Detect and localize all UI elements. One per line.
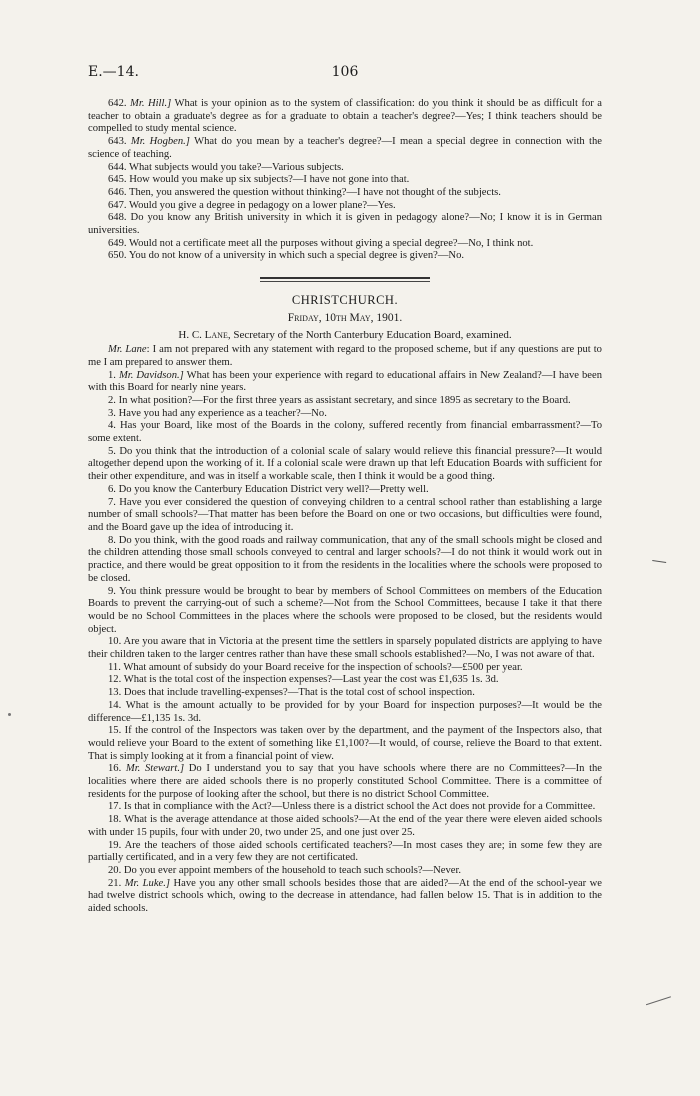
evidence-block-second: [88, 370, 602, 916]
section-divider: [88, 263, 602, 293]
question-paragraph: [88, 484, 602, 497]
question-text: Have you had any experience as a teacher?—No.: [118, 407, 327, 419]
question-text: Do you know any British university in which it is given in pedagogy alone?—No; I know it is in German universities.: [88, 212, 602, 237]
question-text: Do you ever appoint members of the household to teach such schools?—Never.: [123, 864, 462, 876]
document-reference: E.—14.: [88, 64, 139, 80]
question-number: 649.: [108, 237, 127, 249]
questioner-name: Mr. Davidson.]: [118, 369, 184, 381]
questioner-name: Mr. Hogben.]: [130, 136, 190, 148]
question-number: 10.: [108, 636, 122, 648]
question-paragraph: [88, 238, 602, 251]
question-paragraph: [88, 136, 602, 161]
question-text: You do not know of a university in which such a special degree is given?—No.: [128, 250, 465, 262]
margin-mark: [646, 996, 674, 1014]
question-number: 18.: [108, 814, 122, 826]
question-paragraph: [88, 497, 602, 535]
intro-speaker: Mr. Lane: [108, 344, 147, 356]
question-paragraph: [88, 212, 602, 237]
question-paragraph: [88, 250, 602, 263]
question-number: 644.: [108, 161, 127, 173]
question-paragraph: [88, 98, 602, 136]
question-text: If the control of the Inspectors was taken over by the department, and the payment of the Inspectors also, that would relieve your Board to the extent of something like £1,100?—It would, of course, relieve the Board to that extent. That is simply looking at it from a financial point of view.: [88, 725, 602, 762]
question-paragraph: [88, 586, 602, 637]
question-text: Are you aware that in Victoria at the present time the settlers in sparsely populated districts are applying to have their children taken to the larger centres rather than have these small schools established?—No, I was not aware of that.: [88, 636, 602, 661]
question-number: 650.: [108, 250, 127, 262]
question-paragraph: [88, 865, 602, 878]
question-number: 21.: [108, 877, 122, 889]
question-paragraph: [88, 187, 602, 200]
question-text: Then, you answered the question without thinking?—I have not thought of the subjects.: [129, 186, 501, 198]
question-paragraph: [88, 814, 602, 839]
section-date: Friday, 10th May, 1901.: [287, 312, 403, 325]
question-text: What do you mean by a teacher's degree?—I mean a special degree in connection with the science of teaching.: [88, 136, 602, 160]
question-paragraph: [88, 662, 602, 675]
question-number: 19.: [108, 839, 122, 851]
question-number: 1.: [108, 369, 116, 381]
question-paragraph: [88, 370, 602, 395]
question-number: 648.: [108, 212, 127, 224]
question-text: How would you make up six subjects?—I have not gone into that.: [129, 174, 410, 186]
question-text: Has your Board, like most of the Boards in the colony, suffered recently from financial embarrassment?—To some extent.: [88, 420, 602, 445]
witness-description: , Secretary of the North Canterbury Education Board, examined.: [227, 329, 512, 342]
margin-mark: [652, 560, 666, 566]
intro-paragraph: [88, 344, 602, 369]
intro-text: : I am not prepared with any statement with regard to the proposed scheme, but if any questions are put to me I am prepared to answer them.: [88, 344, 602, 368]
question-text: What is the amount actually to be provided for by your Board for inspection purposes?—It would be the difference—£1,135 1s. 3d.: [88, 699, 602, 724]
question-number: 5.: [108, 445, 116, 457]
question-number: 4.: [108, 420, 116, 432]
question-number: 13.: [108, 687, 122, 699]
question-number: 16.: [108, 763, 122, 775]
question-text: Do you think that the introduction of a colonial scale of salary would relieve this financial pressure?—It would altogether depend upon the working of it. If a colonial scale were drawn up that left Education Boards with sufficient for their other expenditure, and was in itself a workable scale, then I think it would be a good thing.: [88, 445, 602, 483]
question-text: Have you ever considered the question of conveying children to a central school rather than establishing a large number of small schools?—That matter has been before the Board on one or two occasions, but difficulties were found, and the Board gave up the idea of introducing it.: [88, 496, 602, 533]
question-paragraph: [88, 700, 602, 725]
question-paragraph: [88, 840, 602, 865]
question-text: Is that in compliance with the Act?—Unless there is a district school the Act does not provide for a Committee.: [123, 801, 596, 813]
page-header: [88, 64, 602, 84]
divider-rule-thin: [260, 281, 430, 282]
question-text: What has been your experience with regard to educational affairs in New Zealand?—I have been with this Board for nearly nine years.: [88, 369, 602, 394]
question-paragraph: [88, 408, 602, 421]
questioner-name: Mr. Luke.]: [124, 877, 170, 889]
question-text: Do I understand you to say that you have schools where there are no Committees?—In the localities where there are aided schools there is no properly constituted School Committee. There is a committee of residents for the purpose of looking after the school, but there is no district School Committee.: [88, 763, 603, 800]
witness-line: [88, 328, 602, 342]
question-paragraph: [88, 174, 602, 187]
question-paragraph: [88, 687, 602, 700]
question-text: You think pressure would be brought to bear by members of School Committees on members of the Education Boards to prevent the carrying-out of such a scheme?—Not from the School Committees, because I take it that there would be no School Committees in the places where the schools were proposed to be closed, but the residents would object.: [88, 585, 602, 635]
question-text: In what position?—For the first three years as assistant secretary, and since 1895 as secretary to the Board.: [118, 394, 571, 406]
question-paragraph: [88, 200, 602, 213]
question-paragraph: [88, 162, 602, 175]
question-text: What amount of subsidy do your Board receive for the inspection of schools?—£500 per year.: [123, 661, 523, 673]
question-number: 642.: [108, 98, 127, 109]
question-text: What is the total cost of the inspection expenses?—Last year the cost was £1,635 1s. 3d.: [123, 674, 499, 686]
question-text: Have you any other small schools besides those that are aided?—At the end of the school-year we had twelve district schools which, owing to the decrease in attendance, had fallen below 15. That is in addition to the aided schools.: [88, 877, 603, 915]
question-text: Would not a certificate meet all the purposes without giving a special degree?—No, I think not.: [129, 237, 534, 249]
question-number: 645.: [108, 174, 127, 186]
question-text: What is your opinion as to the system of classification: do you think it should be as difficult for a teacher to obtain a graduate's degree as for a graduate to obtain a teacher's degree?—Yes; I think teachers should be compelled to study mental science.: [88, 98, 602, 135]
question-number: 643.: [108, 136, 127, 148]
questioner-name: Mr. Stewart.]: [125, 763, 185, 775]
question-number: 15.: [108, 725, 122, 737]
question-number: 2.: [108, 394, 116, 406]
question-number: 8.: [108, 534, 116, 546]
question-paragraph: [88, 725, 602, 763]
question-number: 17.: [108, 801, 122, 813]
question-paragraph: [88, 420, 602, 445]
question-paragraph: [88, 636, 602, 661]
question-number: 3.: [108, 407, 116, 419]
question-text: Does that include travelling-expenses?—That is the total cost of school inspection.: [123, 687, 475, 699]
question-paragraph: [88, 763, 602, 801]
question-text: Are the teachers of those aided schools certificated teachers?—In most cases they are; in some few they are partially certificated, and in a very few they are not certificated.: [88, 839, 602, 864]
question-number: 6.: [108, 483, 116, 495]
question-number: 647.: [108, 199, 127, 211]
question-text: What subjects would you take?—Various subjects.: [129, 161, 344, 173]
evidence-block-first: [88, 98, 602, 263]
question-number: 9.: [108, 585, 116, 597]
question-paragraph: [88, 801, 602, 814]
section-title: CHRISTCHURCH.: [291, 293, 399, 308]
question-number: 14.: [108, 699, 122, 711]
question-paragraph: [88, 535, 602, 586]
witness-name: H. C. Lane: [178, 329, 228, 342]
question-number: 20.: [108, 864, 122, 876]
divider-rule-thick: [260, 277, 430, 279]
question-text: What is the average attendance at those aided schools?—At the end of the year there were eleven aided schools with under 15 pupils, four with under 20, two under 25, and one just over 25.: [88, 814, 603, 838]
question-number: 11.: [108, 661, 121, 673]
question-number: 7.: [108, 496, 116, 508]
question-paragraph: [88, 446, 602, 484]
question-text: Do you know the Canterbury Education District very well?—Pretty well.: [118, 483, 429, 495]
question-number: 12.: [108, 674, 122, 686]
question-paragraph: [88, 395, 602, 408]
question-text: Would you give a degree in pedagogy on a lower plane?—Yes.: [129, 199, 396, 211]
question-number: 646.: [108, 186, 127, 198]
question-paragraph: [88, 878, 602, 916]
page-content: [88, 98, 602, 916]
margin-dot: [8, 713, 11, 716]
questioner-name: Mr. Hill.]: [130, 98, 172, 109]
page-number: 106: [331, 64, 359, 80]
question-paragraph: [88, 674, 602, 687]
question-text: Do you think, with the good roads and railway communication, that any of the small schools might be closed and the children attending those small schools conveyed to central and larger schools?—I do not think it would work out in practice, and there would be great opposition to it from the residents in the localities where the schools were proposed to be closed.: [88, 534, 602, 584]
